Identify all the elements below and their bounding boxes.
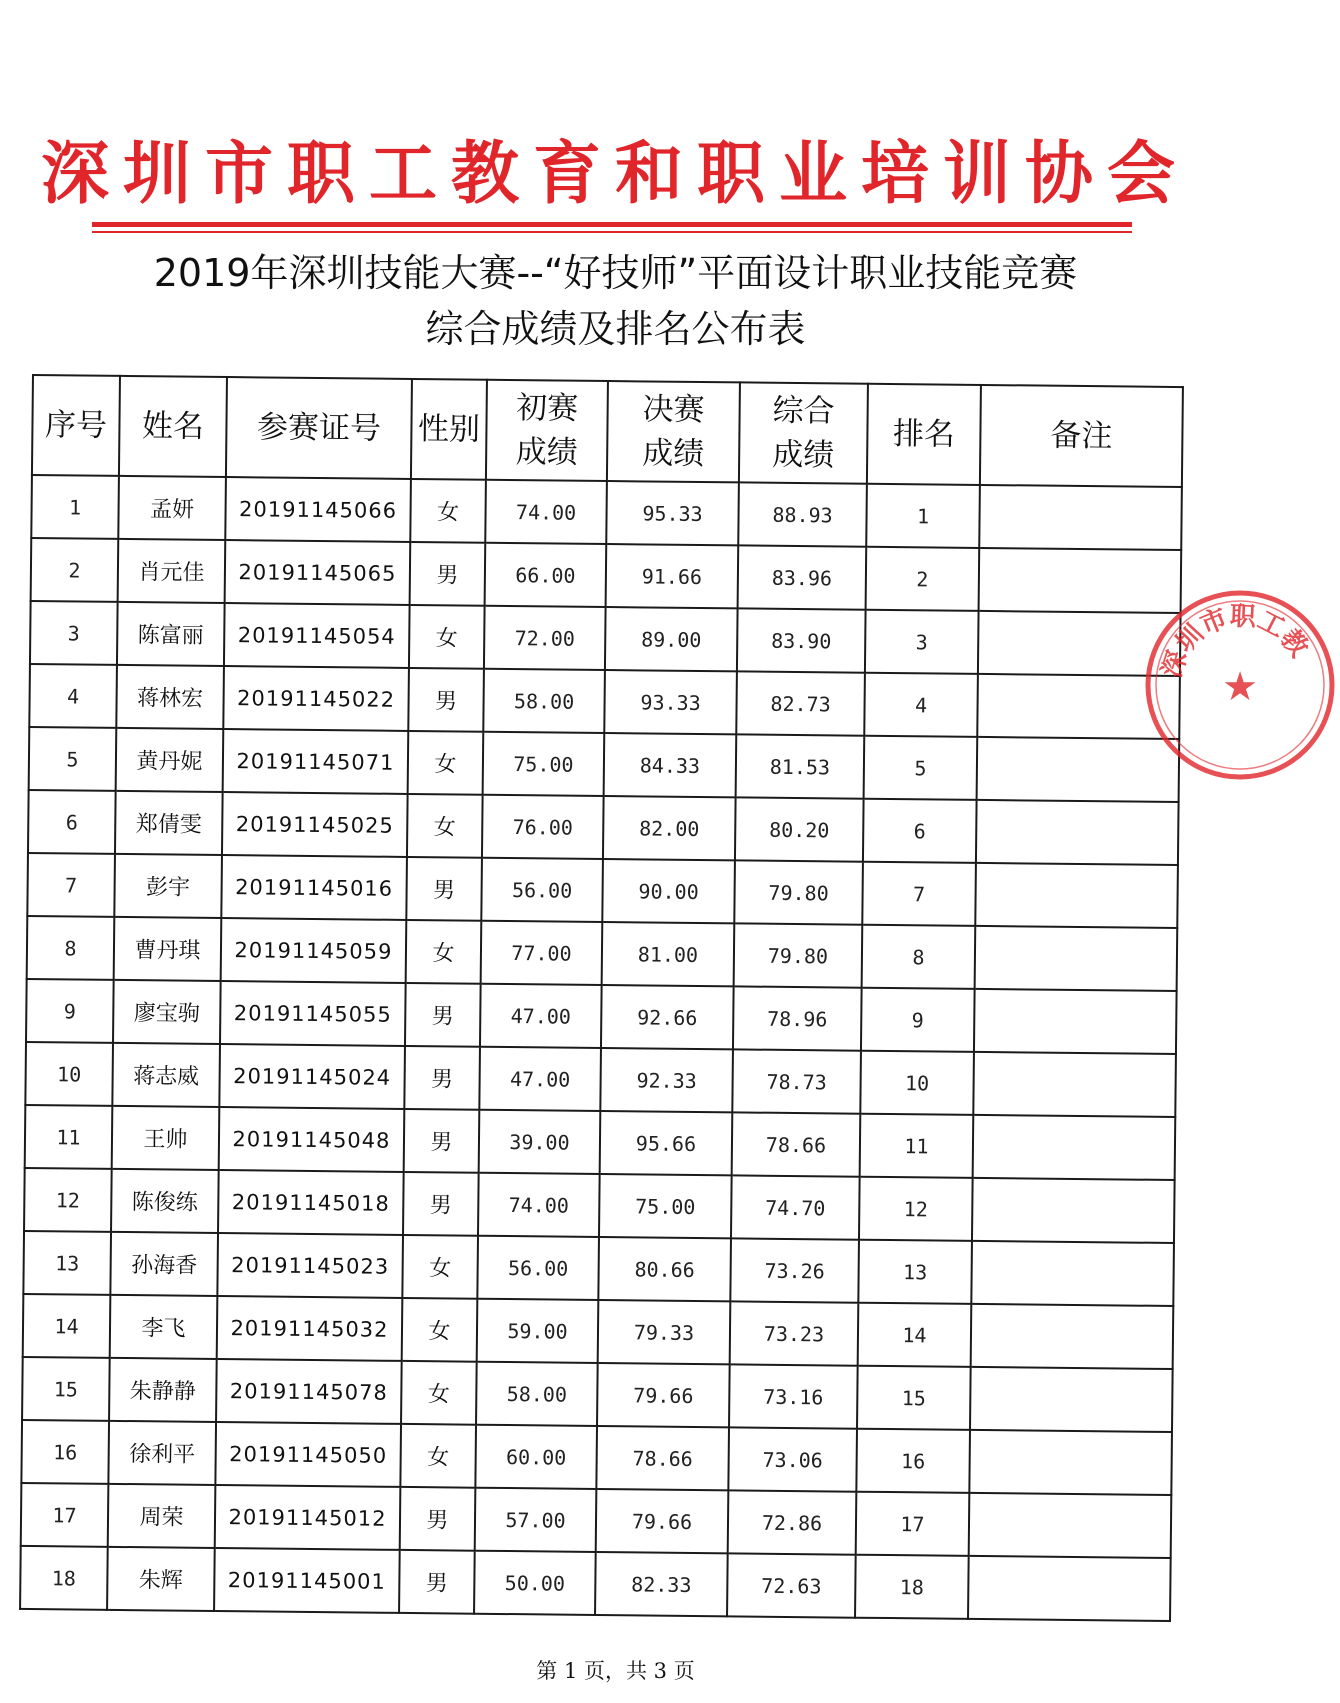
row-remarks xyxy=(969,1430,1172,1495)
row-total-score: 79.80 xyxy=(734,923,863,987)
row-cert-no: 20191145066 xyxy=(225,477,411,542)
row-total-score: 78.96 xyxy=(733,986,862,1050)
row-remarks xyxy=(971,1241,1174,1306)
row-prelim-score: 59.00 xyxy=(477,1299,599,1363)
table-header-row xyxy=(32,375,1183,487)
row-cert-no: 20191145050 xyxy=(215,1422,401,1487)
row-cert-no: 20191145018 xyxy=(218,1170,404,1235)
row-prelim-score: 47.00 xyxy=(480,984,602,1048)
column-header-final-score: 决赛 成绩 xyxy=(607,381,740,482)
row-rank: 17 xyxy=(856,1492,970,1556)
row-prelim-score: 56.00 xyxy=(481,858,603,922)
row-name: 朱辉 xyxy=(107,1547,215,1611)
row-total-score: 73.26 xyxy=(730,1238,859,1302)
row-final-score: 92.66 xyxy=(601,985,734,1049)
official-seal-stamp xyxy=(1140,585,1340,785)
table-row xyxy=(23,1231,1174,1306)
row-remarks xyxy=(979,485,1182,550)
row-remarks xyxy=(969,1493,1172,1558)
row-cert-no: 20191145078 xyxy=(216,1359,402,1424)
row-rank: 7 xyxy=(862,862,976,926)
row-rank: 18 xyxy=(855,1555,969,1619)
table-row xyxy=(28,790,1179,865)
row-gender: 男 xyxy=(406,857,482,921)
table-row xyxy=(20,1546,1171,1621)
column-header-cert-no: 参赛证号 xyxy=(226,377,412,479)
row-total-score: 88.93 xyxy=(738,482,867,546)
row-final-score: 79.33 xyxy=(598,1300,731,1364)
row-name: 黄丹妮 xyxy=(116,728,224,792)
column-header-remarks: 备注 xyxy=(980,385,1183,487)
row-seq: 9 xyxy=(26,979,114,1043)
row-gender: 男 xyxy=(403,1172,479,1236)
column-header-rank: 排名 xyxy=(867,384,981,485)
row-name: 陈俊练 xyxy=(111,1169,219,1233)
row-total-score: 73.23 xyxy=(730,1301,859,1365)
row-gender: 女 xyxy=(401,1361,477,1425)
row-name: 李飞 xyxy=(110,1295,218,1359)
row-rank: 9 xyxy=(861,988,975,1052)
table-row xyxy=(24,1168,1175,1243)
row-total-score: 73.06 xyxy=(728,1427,857,1491)
row-final-score: 79.66 xyxy=(596,1489,729,1553)
row-rank: 3 xyxy=(865,610,979,674)
row-cert-no: 20191145065 xyxy=(225,540,411,605)
row-final-score: 78.66 xyxy=(596,1426,729,1490)
row-rank: 13 xyxy=(858,1240,972,1304)
row-remarks xyxy=(975,863,1178,928)
row-gender: 女 xyxy=(407,794,483,858)
row-gender: 男 xyxy=(399,1550,475,1614)
row-prelim-score: 76.00 xyxy=(482,795,604,859)
row-seq: 13 xyxy=(23,1231,111,1295)
row-total-score: 79.80 xyxy=(734,860,863,924)
row-prelim-score: 60.00 xyxy=(475,1425,597,1489)
row-remarks xyxy=(970,1367,1173,1432)
row-final-score: 89.00 xyxy=(605,607,738,671)
row-rank: 11 xyxy=(860,1114,974,1178)
row-gender: 男 xyxy=(408,668,484,732)
row-final-score: 95.66 xyxy=(600,1111,733,1175)
row-gender: 女 xyxy=(406,920,482,984)
column-header-seq: 序号 xyxy=(32,375,120,476)
row-final-score: 95.33 xyxy=(606,481,739,545)
row-total-score: 82.73 xyxy=(736,671,865,735)
row-total-score: 80.20 xyxy=(735,797,864,861)
row-seq: 11 xyxy=(25,1105,113,1169)
row-rank: 8 xyxy=(862,925,976,989)
row-cert-no: 20191145023 xyxy=(217,1233,403,1298)
row-prelim-score: 58.00 xyxy=(483,669,605,733)
row-gender: 女 xyxy=(402,1298,478,1362)
row-gender: 女 xyxy=(402,1235,478,1299)
row-prelim-score: 75.00 xyxy=(483,732,605,796)
table-row xyxy=(31,538,1182,613)
header-rule-thin xyxy=(92,231,1132,233)
row-total-score: 72.63 xyxy=(727,1553,856,1617)
row-prelim-score: 58.00 xyxy=(476,1362,598,1426)
column-header-total-score: 综合 成绩 xyxy=(739,382,868,483)
row-seq: 7 xyxy=(27,853,115,917)
row-total-score: 74.70 xyxy=(731,1175,860,1239)
row-gender: 男 xyxy=(400,1487,476,1551)
table-row xyxy=(27,853,1178,928)
row-gender: 女 xyxy=(409,605,485,669)
row-remarks xyxy=(976,800,1179,865)
row-final-score: 79.66 xyxy=(597,1363,730,1427)
column-header-name: 姓名 xyxy=(119,376,227,477)
table-row xyxy=(22,1357,1173,1432)
row-remarks xyxy=(971,1304,1174,1369)
row-prelim-score: 57.00 xyxy=(475,1488,597,1552)
row-gender: 男 xyxy=(410,542,486,606)
row-total-score: 78.66 xyxy=(732,1112,861,1176)
row-cert-no: 20191145054 xyxy=(224,603,410,668)
row-prelim-score: 74.00 xyxy=(485,480,607,544)
row-cert-no: 20191145025 xyxy=(222,792,408,857)
row-prelim-score: 77.00 xyxy=(481,921,603,985)
row-seq: 15 xyxy=(22,1357,110,1421)
row-cert-no: 20191145022 xyxy=(223,666,409,731)
row-gender: 男 xyxy=(404,1109,480,1173)
row-name: 孙海香 xyxy=(110,1232,218,1296)
row-name: 曹丹琪 xyxy=(114,917,222,981)
column-header-prelim-score: 初赛 成绩 xyxy=(486,380,608,481)
row-name: 肖元佳 xyxy=(118,539,226,603)
results-table xyxy=(19,374,1184,1622)
row-final-score: 82.00 xyxy=(603,796,736,860)
table-row xyxy=(27,916,1178,991)
row-final-score: 90.00 xyxy=(602,859,735,923)
row-total-score: 73.16 xyxy=(729,1364,858,1428)
row-total-score: 81.53 xyxy=(736,734,865,798)
row-remarks xyxy=(975,926,1178,991)
row-seq: 3 xyxy=(30,601,118,665)
table-row xyxy=(25,1042,1176,1117)
row-seq: 18 xyxy=(20,1546,108,1610)
row-total-score: 72.86 xyxy=(728,1490,857,1554)
row-seq: 6 xyxy=(28,790,116,854)
row-total-score: 83.90 xyxy=(737,608,866,672)
row-cert-no: 20191145055 xyxy=(220,981,406,1046)
row-remarks xyxy=(968,1556,1171,1621)
row-name: 蒋志威 xyxy=(112,1043,220,1107)
row-final-score: 75.00 xyxy=(599,1174,732,1238)
seal-text: 深圳市职工教 xyxy=(1156,601,1314,682)
row-gender: 男 xyxy=(404,1046,480,1110)
row-seq: 16 xyxy=(21,1420,109,1484)
row-cert-no: 20191145032 xyxy=(217,1296,403,1361)
table-row xyxy=(30,601,1181,676)
table-row xyxy=(25,1105,1176,1180)
row-final-score: 91.66 xyxy=(606,544,739,608)
row-prelim-score: 74.00 xyxy=(478,1173,600,1237)
row-name: 郑倩雯 xyxy=(115,791,223,855)
row-seq: 2 xyxy=(31,538,119,602)
row-gender: 女 xyxy=(410,479,486,543)
row-final-score: 93.33 xyxy=(604,670,737,734)
row-cert-no: 20191145001 xyxy=(214,1548,400,1613)
row-seq: 17 xyxy=(21,1483,109,1547)
row-final-score: 80.66 xyxy=(598,1237,731,1301)
row-name: 徐利平 xyxy=(108,1421,216,1485)
row-seq: 1 xyxy=(31,475,119,539)
table-row xyxy=(29,664,1180,739)
row-seq: 14 xyxy=(23,1294,111,1358)
row-cert-no: 20191145024 xyxy=(219,1044,405,1109)
row-prelim-score: 66.00 xyxy=(485,543,607,607)
row-total-score: 78.73 xyxy=(732,1049,861,1113)
row-seq: 10 xyxy=(25,1042,113,1106)
row-gender: 女 xyxy=(400,1424,476,1488)
row-rank: 10 xyxy=(860,1051,974,1115)
row-remarks xyxy=(974,989,1177,1054)
row-name: 王帅 xyxy=(112,1106,220,1170)
row-final-score: 84.33 xyxy=(604,733,737,797)
table-row xyxy=(21,1483,1172,1558)
table-row xyxy=(26,979,1177,1054)
row-prelim-score: 72.00 xyxy=(484,606,606,670)
row-seq: 12 xyxy=(24,1168,112,1232)
row-cert-no: 20191145016 xyxy=(221,855,407,920)
row-remarks xyxy=(972,1178,1175,1243)
row-cert-no: 20191145071 xyxy=(223,729,409,794)
row-cert-no: 20191145012 xyxy=(215,1485,401,1550)
row-cert-no: 20191145048 xyxy=(219,1107,405,1172)
row-rank: 2 xyxy=(866,547,980,611)
row-name: 周荣 xyxy=(108,1484,216,1548)
row-remarks xyxy=(973,1052,1176,1117)
row-cert-no: 20191145059 xyxy=(221,918,407,983)
row-final-score: 82.33 xyxy=(595,1552,728,1616)
row-total-score: 83.96 xyxy=(738,545,867,609)
row-name: 廖宝驹 xyxy=(113,980,221,1044)
organization-name: 深圳市职工教育和职业培训协会 xyxy=(41,134,1190,214)
row-name: 蒋林宏 xyxy=(116,665,224,729)
row-rank: 1 xyxy=(866,484,980,548)
row-gender: 女 xyxy=(408,731,484,795)
row-rank: 15 xyxy=(857,1366,971,1430)
row-seq: 4 xyxy=(29,664,117,728)
row-prelim-score: 39.00 xyxy=(479,1110,601,1174)
row-seq: 8 xyxy=(27,916,115,980)
row-prelim-score: 56.00 xyxy=(477,1236,599,1300)
row-seq: 5 xyxy=(29,727,117,791)
page-number: 第 1 页，共 3 页 xyxy=(536,1659,695,1683)
row-rank: 4 xyxy=(864,673,978,737)
row-remarks xyxy=(973,1115,1176,1180)
svg-text:★: ★ xyxy=(1222,664,1258,710)
row-name: 孟妍 xyxy=(118,476,226,540)
row-gender: 男 xyxy=(405,983,481,1047)
row-rank: 14 xyxy=(858,1303,972,1367)
row-name: 彭宇 xyxy=(114,854,222,918)
table-row xyxy=(21,1420,1172,1495)
row-name: 陈富丽 xyxy=(117,602,225,666)
table-row xyxy=(31,475,1182,550)
row-prelim-score: 50.00 xyxy=(474,1551,596,1615)
row-prelim-score: 47.00 xyxy=(479,1047,601,1111)
table-row xyxy=(23,1294,1174,1369)
document-title-line-1: 2019年深圳技能大赛--“好技师”平面设计职业技能竞赛 xyxy=(153,251,1078,295)
document-title xyxy=(0,245,1231,357)
table-row xyxy=(29,727,1180,802)
row-final-score: 81.00 xyxy=(602,922,735,986)
row-rank: 5 xyxy=(864,736,978,800)
header-rule-thick xyxy=(92,222,1132,227)
row-final-score: 92.33 xyxy=(600,1048,733,1112)
row-rank: 16 xyxy=(856,1429,970,1493)
organization-header xyxy=(41,128,1190,214)
row-name: 朱静静 xyxy=(109,1358,217,1422)
column-header-gender: 性别 xyxy=(411,379,487,480)
row-rank: 12 xyxy=(859,1177,973,1241)
row-rank: 6 xyxy=(863,799,977,863)
document-title-line-2: 综合成绩及排名公布表 xyxy=(425,307,806,351)
